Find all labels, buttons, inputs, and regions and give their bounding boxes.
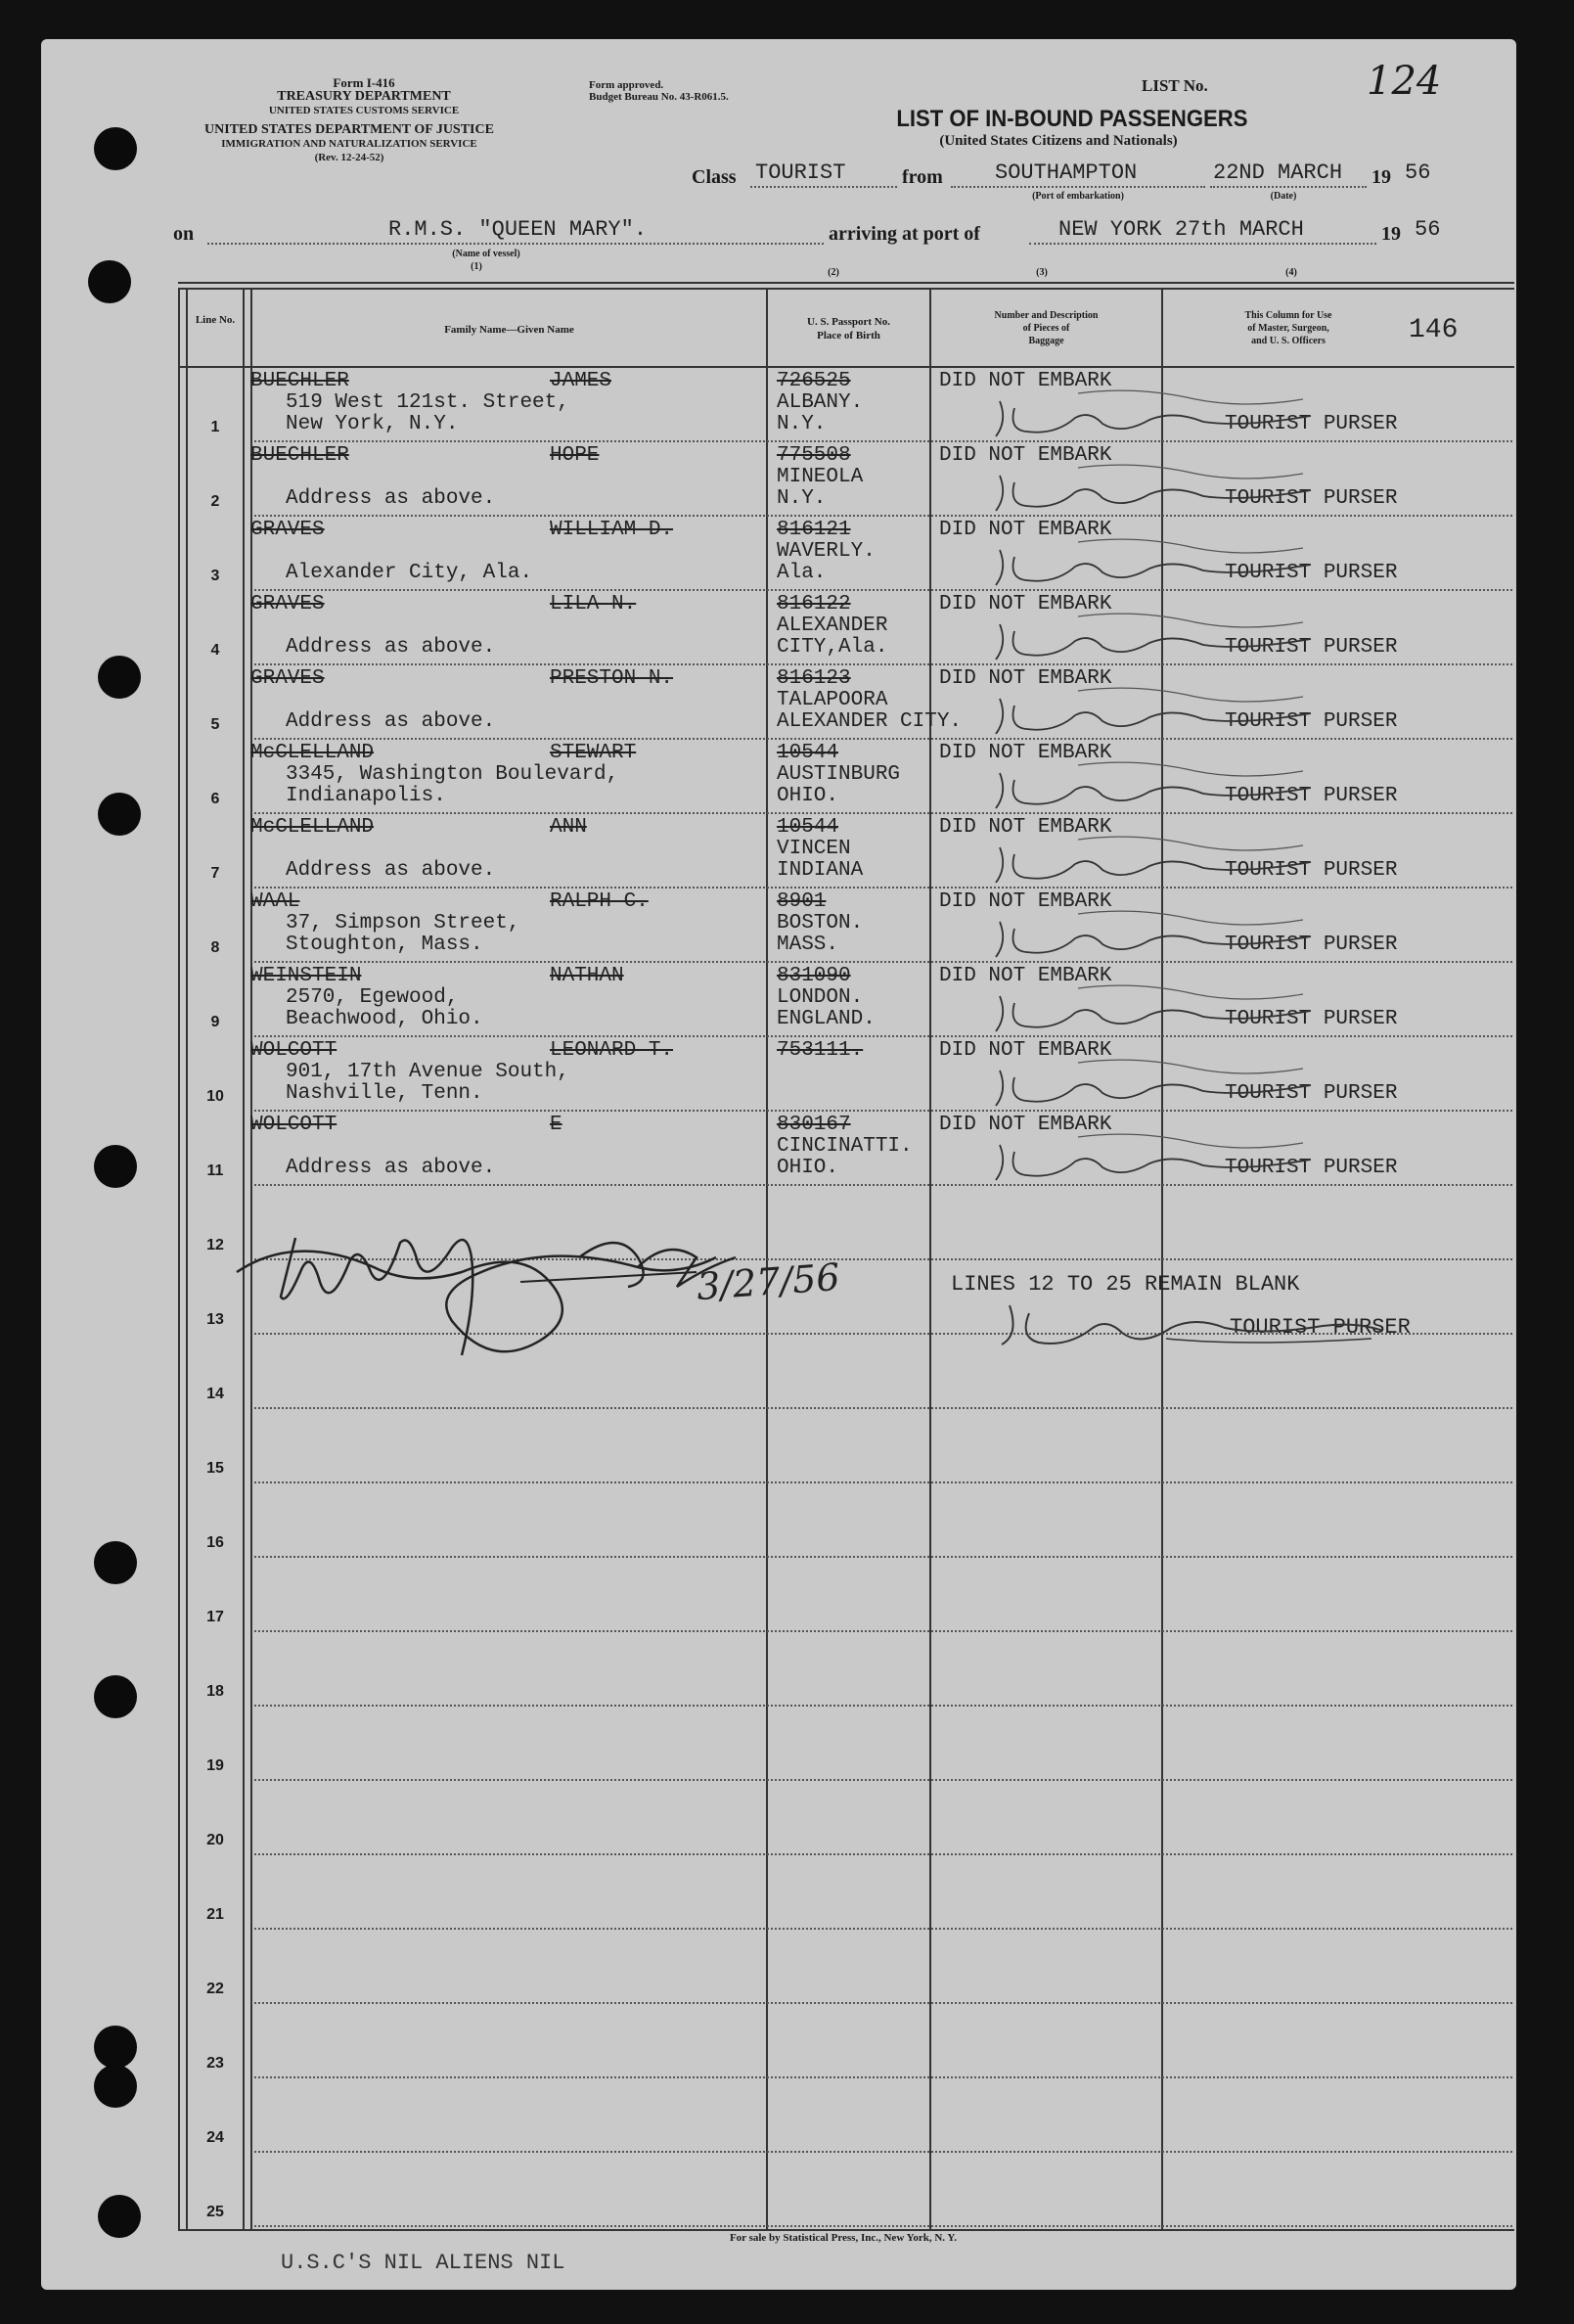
purser-initials [961,384,1313,442]
officer-note: TOURIST PURSER [1225,785,1398,807]
table-top-rule-2 [178,288,1514,290]
officers-stamp: 146 [1409,315,1459,345]
row-divider [254,663,1512,665]
date-line [1210,186,1367,188]
place-of-birth-2: INDIANA [777,859,864,882]
row-divider [254,1705,1512,1707]
col-header-passport: U. S. Passport No. [807,316,890,328]
purser-initials [961,458,1313,517]
line-number: 11 [206,1162,224,1179]
address-line-2: Stoughton, Mass. [286,934,483,956]
address-line-1: 37, Simpson Street, [286,912,520,934]
row-divider [254,440,1512,442]
address-line-2: Address as above. [286,859,496,882]
place-of-birth-1: TALAPOORA [777,689,888,711]
passport-number: 816122 [777,593,851,615]
address-line-2: Address as above. [286,1157,496,1179]
purser-initials [961,1053,1313,1112]
passport-number: 831090 [777,965,851,987]
revision-label: (Rev. 12-24-52) [314,152,384,163]
approved-label: Form approved. [589,79,664,91]
list-no-value: 124 [1367,59,1442,104]
passport-number: 726525 [777,370,851,392]
officer-note: TOURIST PURSER [1225,1082,1398,1105]
port-caption: (Port of embarkation) [1032,191,1124,202]
vessel-value: R.M.S. "QUEEN MARY". [388,217,648,242]
line-number: 3 [210,568,220,584]
table-left-border [178,288,180,2231]
given-name: ANN [550,816,587,839]
purser-initials-signature [970,1294,1381,1352]
row-divider [254,887,1512,889]
purser-initials [961,607,1313,665]
place-of-birth-1: AUSTINBURG [777,763,901,786]
line-number: 6 [210,791,220,807]
passport-number: 753111. [777,1039,864,1062]
line-number: 19 [206,1757,224,1774]
address-line-1: 3345, Washington Boulevard, [286,763,619,786]
line-number: 24 [206,2129,224,2146]
row-divider [254,1035,1512,1037]
col-header-baggage-2: of Pieces of [1022,323,1070,334]
binder-hole [94,1541,137,1584]
col-header-baggage-3: Baggage [1028,336,1064,346]
col-header-officers-2: of Master, Surgeon, [1247,323,1329,334]
purser-initials [961,755,1313,814]
vessel-caption: (Name of vessel) [452,249,520,259]
justice-label: UNITED STATES DEPARTMENT OF JUSTICE [204,122,494,137]
given-name: E [550,1114,562,1136]
table-header-rule [178,366,1514,368]
baggage-status: DID NOT EMBARK [939,890,1112,913]
address-line-2: Alexander City, Ala. [286,562,533,584]
line-number: 5 [210,716,220,733]
purser-initials [961,904,1313,963]
printer-footer: For sale by Statistical Press, Inc., New York, N. Y. [729,2232,958,2244]
arrival-year-prefix: 19 [1381,223,1401,245]
place-of-birth-1: WAVERLY. [777,540,876,563]
row-divider [254,738,1512,740]
family-name: BUECHLER [250,444,349,467]
row-divider [254,2151,1512,2153]
family-name: GRAVES [250,519,325,541]
binder-hole [98,2195,141,2238]
row-divider [254,2076,1512,2078]
ins-label: IMMIGRATION AND NATURALIZATION SERVICE [221,138,477,150]
line-number: 10 [206,1088,224,1105]
on-label: on [173,223,195,245]
officer-note: TOURIST PURSER [1225,1157,1398,1179]
col-header-officers-1: This Column for Use [1244,310,1332,321]
line-number: 4 [210,642,220,659]
baggage-status: DID NOT EMBARK [939,965,1112,987]
place-of-birth-2: CITY,Ala. [777,636,888,659]
col-ref-4: (4) [1285,267,1297,278]
page-subtitle: (United States Citizens and Nationals) [939,133,1178,149]
line-number: 13 [206,1311,224,1328]
arrival-value: NEW YORK 27th MARCH [1058,217,1304,242]
baggage-status: DID NOT EMBARK [939,1114,1112,1136]
address-line-2: Address as above. [286,487,496,510]
place-of-birth-2: MASS. [777,934,839,956]
given-name: RALPH C. [550,890,649,913]
remain-blank-note: LINES 12 TO 25 REMAIN BLANK [951,1272,1300,1297]
purser-initials [961,979,1313,1037]
place-of-birth-2: OHIO. [777,1157,839,1179]
treasury-label: TREASURY DEPARTMENT [277,89,451,104]
place-of-birth-1: CINCINATTI. [777,1135,913,1158]
line-number: 1 [210,419,220,435]
date-caption: (Date) [1270,191,1297,202]
line-number: 22 [206,1981,224,1997]
place-of-birth-1: VINCEN [777,838,851,860]
passport-number: 10544 [777,816,839,839]
line-number: 20 [206,1832,224,1848]
form-number: Form I-416 [333,75,395,90]
port-value: SOUTHAMPTON [995,160,1138,185]
family-name: GRAVES [250,593,325,615]
place-of-birth-2: ENGLAND. [777,1008,876,1030]
baggage-status: DID NOT EMBARK [939,667,1112,690]
arriving-label: arriving at port of [829,223,980,245]
line-number: 12 [206,1237,224,1253]
address-line-1: 519 West 121st. Street, [286,391,569,414]
baggage-status: DID NOT EMBARK [939,444,1112,467]
given-name: PRESTON N. [550,667,674,690]
manifest-page [41,39,1516,2290]
nil-note: U.S.C'S NIL ALIENS NIL [281,2251,565,2275]
line-number: 15 [206,1460,224,1477]
vessel-line [207,243,824,245]
binder-hole [94,2026,137,2069]
line-number: 23 [206,2055,224,2072]
row-divider [254,1481,1512,1483]
baggage-status: DID NOT EMBARK [939,1039,1112,1062]
address-line-2: New York, N.Y. [286,413,459,435]
officer-note: TOURIST PURSER [1225,859,1398,882]
passport-number: 10544 [777,742,839,764]
given-name: JAMES [550,370,612,392]
year-suffix: 56 [1405,160,1431,185]
place-of-birth-2: N.Y. [777,487,827,510]
row-divider [254,515,1512,517]
row-divider [254,2225,1512,2227]
place-of-birth-1: ALEXANDER [777,615,888,637]
customs-label: UNITED STATES CUSTOMS SERVICE [268,105,460,116]
passport-number: 830167 [777,1114,851,1136]
binder-hole [94,127,137,170]
place-of-birth-2: N.Y. [777,413,827,435]
baggage-status: DID NOT EMBARK [939,519,1112,541]
given-name: LILA N. [550,593,637,615]
binder-hole [98,656,141,699]
class-value: TOURIST [755,160,846,185]
list-no-label: LIST No. [1142,76,1208,95]
place-of-birth-2: OHIO. [777,785,839,807]
class-line [750,186,897,188]
remain-blank-officer: TOURIST PURSER [1230,1315,1411,1340]
place-of-birth-1: ALBANY. [777,391,864,414]
binder-hole [88,260,131,303]
arrival-year-suffix: 56 [1415,217,1441,242]
purser-initials [961,532,1313,591]
arrival-line [1029,243,1376,245]
col-header-officers-3: and U. S. Officers [1251,336,1326,346]
place-of-birth-1: LONDON. [777,986,864,1009]
table-left-border-2 [186,288,188,2231]
row-divider [254,812,1512,814]
family-name: McCLELLAND [250,816,375,839]
line-number: 25 [206,2204,224,2220]
officer-note: TOURIST PURSER [1225,934,1398,956]
family-name: WAAL [250,890,300,913]
line-number: 8 [210,939,220,956]
row-divider [254,1779,1512,1781]
passport-number: 8901 [777,890,827,913]
officer-note: TOURIST PURSER [1225,636,1398,659]
col-ref-1: (1) [471,261,482,272]
purser-initials [961,830,1313,889]
family-name: GRAVES [250,667,325,690]
given-name: STEWART [550,742,637,764]
baggage-status: DID NOT EMBARK [939,370,1112,392]
line-number: 17 [206,1609,224,1625]
family-name: McCLELLAND [250,742,375,764]
passport-number: 775508 [777,444,851,467]
page-title: LIST OF IN-BOUND PASSENGERS [896,106,1248,132]
col-ref-3: (3) [1036,267,1048,278]
budget-label: Budget Bureau No. 43-R061.5. [589,91,729,103]
family-name: WEINSTEIN [250,965,362,987]
line-number: 21 [206,1906,224,1923]
given-name: HOPE [550,444,600,467]
address-line-2: Address as above. [286,710,496,733]
address-line-2: Nashville, Tenn. [286,1082,483,1105]
line-number: 2 [210,493,220,510]
row-divider [254,1556,1512,1558]
col-header-baggage-1: Number and Description [994,310,1099,321]
line-number: 18 [206,1683,224,1700]
place-of-birth-1: MINEOLA [777,466,864,488]
purser-initials [961,681,1313,740]
row-divider [254,589,1512,591]
place-of-birth-2: Ala. [777,562,827,584]
line-number: 9 [210,1014,220,1030]
binder-hole [94,1675,137,1718]
passport-number: 816123 [777,667,851,690]
given-name: NATHAN [550,965,624,987]
col-header-birth: Place of Birth [817,330,880,342]
officer-note: TOURIST PURSER [1225,487,1398,510]
binder-hole [94,1145,137,1188]
officer-note: TOURIST PURSER [1225,710,1398,733]
officer-note: TOURIST PURSER [1225,413,1398,435]
place-of-birth-1: BOSTON. [777,912,864,934]
port-line [951,186,1205,188]
row-divider [254,2002,1512,2004]
row-divider [254,1853,1512,1855]
passport-number: 816121 [777,519,851,541]
signature-date: 3/27/56 [695,1254,841,1309]
inspector-signature [227,1218,990,1414]
col-header-line: Line No. [195,314,236,326]
date-value: 22ND MARCH [1213,160,1343,185]
line-number: 16 [206,1534,224,1551]
row-divider [254,1928,1512,1930]
family-name: WOLCOTT [250,1039,337,1062]
col-header-name: Family Name—Given Name [444,324,574,336]
address-line-2: Beachwood, Ohio. [286,1008,483,1030]
table-top-rule [178,282,1514,284]
officer-note: TOURIST PURSER [1225,562,1398,584]
line-number: 7 [210,865,220,882]
family-name: BUECHLER [250,370,349,392]
class-label: Class [692,166,737,188]
address-line-1: 2570, Egewood, [286,986,459,1009]
row-divider [254,1110,1512,1112]
given-name: LEONARD T. [550,1039,674,1062]
baggage-status: DID NOT EMBARK [939,742,1112,764]
address-line-2: Address as above. [286,636,496,659]
purser-initials [961,1127,1313,1186]
baggage-status: DID NOT EMBARK [939,593,1112,615]
binder-hole [98,793,141,836]
address-line-1: 901, 17th Avenue South, [286,1061,569,1083]
row-divider [254,961,1512,963]
line-number: 14 [206,1386,224,1402]
row-divider [254,1630,1512,1632]
row-divider [254,1184,1512,1186]
address-line-2: Indianapolis. [286,785,446,807]
family-name: WOLCOTT [250,1114,337,1136]
year-prefix: 19 [1372,166,1391,188]
officer-note: TOURIST PURSER [1225,1008,1398,1030]
place-of-birth-2: ALEXANDER CITY. [777,710,963,733]
from-label: from [902,166,943,188]
binder-hole [94,2065,137,2108]
col-ref-2: (2) [828,267,839,278]
baggage-status: DID NOT EMBARK [939,816,1112,839]
given-name: WILLIAM D. [550,519,674,541]
